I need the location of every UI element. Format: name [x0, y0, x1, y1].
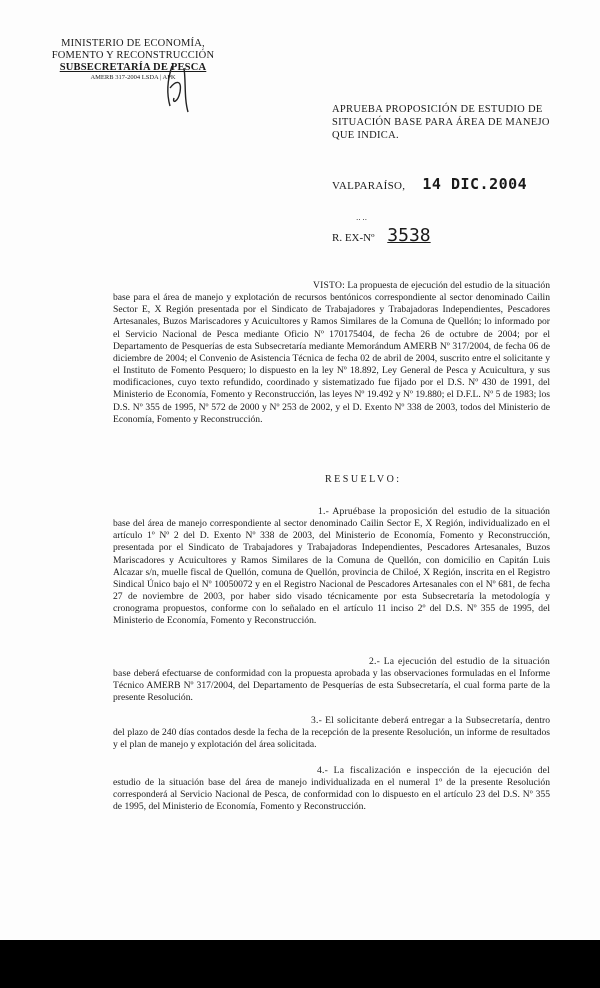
resolution-item-1 [113, 506, 550, 628]
resuelvo-heading: RESUELVO: [325, 474, 402, 485]
letterhead-reference: AMERB 317-2004 LSDA | APK [90, 74, 176, 81]
resolution-number [332, 225, 431, 246]
item-text: estudio de la situación base del área de manejo individualizada en el numeral 1º de la presente Resolución corresponderá al Servicio Nacional de Pesca, de conformidad con lo dispuesto en el artículo 23 del D.S. Nº 355 de 1995, del Ministerio de Economía, Fomento y Reconstrucción. [113, 777, 550, 813]
item-lead: 2.- La ejecución del estudio de la situación base [113, 656, 550, 680]
visto-text: La propuesta de ejecución del estudio de la situación base para el área de manejo y explotación de recursos bentónicos correspondiente al sector denominado Cailin Sector E, X Región presentada por el Sindicato de Trabajadores y Trabajadoras Independientes, Pescadores Artesanales, Buzos Mariscadores y Acuicultores y Ramos Similares de la Comuna de Quellón; lo informado por el Servicio Nacional de Pesca mediante Oficio Nº 170175404, de fecha 26 de octubre de 2004; por el Departamento de Pesquerías de esta Subsecretaría mediante Memorándum AMERB Nº 317/2004, de fecha 06 de diciembre de 2004; el Convenio de Asistencia Técnica de fecha 02 de abril de 2004, suscrito entre el solicitante y el Instituto de Fomento Pesquero; lo dispuesto en la ley Nº 18.892, Ley General de Pesca y Acuicultura, y sus modificaciones, cuyo texto refundido, coordinado y sistematizado fue fijado por el D.S. Nº 430 de 1991, del Ministerio de Economía, Fomento y Reconstrucción, las leyes Nº 19.492 y Nº 19.880; el D.F.L. Nº 5 de 1983; los D.S. Nº 355 de 1995, Nº 572 de 2000 y Nº 253 de 2002, y el D. Exento Nº 338 de 2003, todos del Ministerio de Economía, Fomento y Reconstrucción. [113, 280, 550, 425]
date-line [332, 175, 527, 193]
handwritten-initials [150, 58, 210, 118]
subject-line: QUE INDICA. [332, 130, 399, 141]
subject-line: APRUEBA PROPOSICIÓN DE ESTUDIO DE [332, 104, 543, 115]
date-stamp: 14 DIC.2004 [422, 175, 528, 193]
letterhead-ministry-2: FOMENTO Y RECONSTRUCCIÓN [51, 50, 215, 61]
visto-paragraph [113, 280, 550, 426]
letterhead-subsecretaria: SUBSECRETARÍA DE PESCA [59, 62, 207, 73]
visto-lead: VISTO: [313, 280, 345, 291]
date-place: VALPARAÍSO, [332, 180, 406, 192]
small-mark: ‥ ‥ [356, 214, 368, 222]
item-text: situación base del área de manejo correspondiente al sector denominado Cailin Sector E, X Región, individualizado en el artículo 1º Nº 2 del D. Exento Nº 338 de 2003, del Ministerio de Economía, Fomento y Reconstrucción, presentada por el Sindicato de Trabajadores y Trabajadoras Independientes, Pescadores Artesanales, Buzos Mariscadores y Acuicultores y Ramos Similares de la Comuna de Quellón, con domicilio en Capitán Luis Alcazar s/n, muelle fiscal de Quellón, comuna de Quellón, provincia de Chiloé, X Región, inscrita en el Registro Sindical Único bajo el Nº 10050072 y en el Registro Nacional de Pescadores Artesanales con el Nº 681, de fecha 27 de noviembre de 2003, por haber sido visado técnicamente por esta Subsecretaría la metodología y cronograma propuestos, conforme con lo señalado en el artículo 11 inciso 2º del D.S. Nº 355 de 1995, del Ministerio de Economía, Fomento y Reconstrucción. [113, 506, 550, 627]
rex-number-value: 3538 [387, 225, 431, 246]
resolution-subject [332, 103, 562, 142]
item-lead: 4.- La fiscalización e inspección de la ejecución del [317, 765, 550, 776]
subject-line: SITUACIÓN BASE PARA ÁREA DE MANEJO [332, 117, 550, 128]
letterhead-ministry: MINISTERIO DE ECONOMÍA, [61, 38, 205, 49]
resolution-item-2 [113, 656, 550, 705]
item-text: deberá efectuarse de conformidad con la propuesta aprobada y las observaciones formuladas en el Informe Técnico AMERB Nº 317/2004, del Departamento de Pesquerías de esta Subsecretaría, el cual forma parte de la presente Resolución. [113, 668, 550, 704]
item-text: dentro del plazo de 240 días contados desde la fecha de la recepción de la presente Resolución, un informe de resultados y el plan de manejo y explotación del área solicitada. [113, 715, 550, 751]
scan-bottom-border [0, 940, 600, 988]
resolution-item-3 [113, 715, 550, 751]
rex-label: R. EX-Nº [332, 232, 375, 244]
item-lead: 3.- El solicitante deberá entregar a la Subsecretaría, [311, 715, 523, 726]
item-lead: 1.- Apruébase la proposición del estudio de la [318, 506, 512, 517]
resolution-item-4 [113, 765, 550, 814]
